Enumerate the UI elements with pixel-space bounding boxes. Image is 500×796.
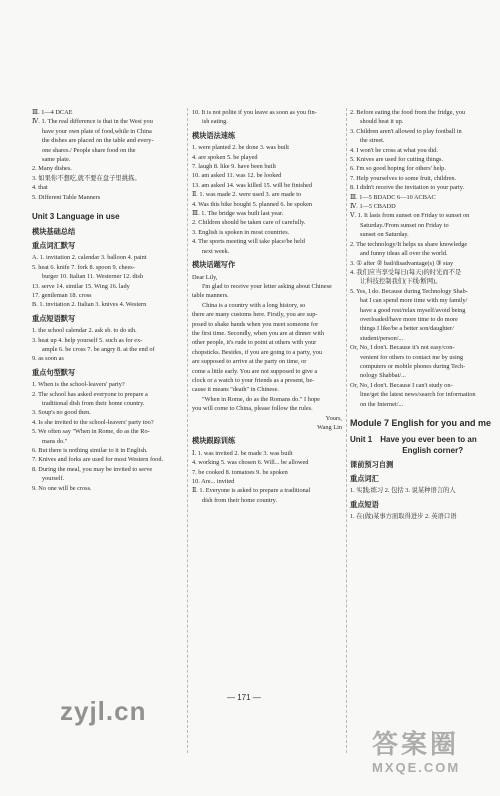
text-line: 8. During the meal, you may be invited to serve — [32, 465, 153, 473]
watermark-zyjl: zyjl.cn — [60, 696, 147, 726]
phrase-answers: 1. 在(做)某事方面取得进步 2. 英语口语 — [350, 513, 457, 521]
text-line: B. 1. invitation 2. Italian 3. knives 4. Western — [32, 301, 147, 309]
unit-label: Unit 1 — [350, 435, 373, 445]
text-line: Ⅲ. 1. The bridge was built last year. — [192, 210, 284, 218]
text-line: chopsticks. Besides, if you are going to a party, you — [192, 348, 323, 356]
column-right — [350, 108, 498, 521]
text-line: overloaded/have more time to do more — [360, 315, 458, 323]
text-line: 4. Was this bike bought 5. planned 6. be spoken — [192, 200, 313, 208]
text-line: A. 1. invitation 2. calendar 3. balloon 4. paint — [32, 254, 147, 262]
watermark-cn: 答案圈 — [372, 730, 460, 760]
text-line: there are many customs here. Firstly, you are sup- — [192, 311, 318, 319]
column-middle — [192, 108, 342, 505]
text-line: 13. am asked 14. was killed 15. will be finished — [192, 181, 312, 189]
text-line: 5. Yes, I do. Because during Technology Shab- — [350, 287, 468, 295]
text-line: Ⅲ. 1—5 BDADC 6—10 ACBAC — [350, 193, 436, 201]
text-line: 10. Are... invited — [192, 478, 235, 486]
text-line: table manners. — [192, 292, 229, 300]
text-line: bat I can spend more time with my family/ — [360, 297, 468, 305]
text-line: next week. — [202, 247, 230, 255]
text-line: one shares./ People share food on the — [42, 146, 136, 154]
text-line: 5. Knives are used for cutting things. — [350, 156, 444, 164]
text-line: Or, No, I don't. Because it's not easy/con- — [350, 344, 455, 352]
text-line: should heat it up. — [360, 118, 404, 126]
text-line: student/person/... — [360, 334, 404, 342]
text-line: line/get the latest news/search for information — [360, 391, 476, 399]
text-line: Saturday./From sunset on Friday to — [360, 221, 449, 229]
text-line: are supposed to arrive at the party on time, or — [192, 358, 307, 366]
text-line: 7. Help yourselves to some fruit, children. — [350, 174, 457, 182]
exercise-answers-top — [350, 108, 498, 409]
section-heading: 模块话题写作 — [192, 260, 236, 270]
watermark-en: MXQE.COM — [372, 760, 461, 775]
text-line: 8. I didn't receive the invitation to your party. — [350, 184, 465, 192]
text-line: 3. English is spoken in most countries. — [192, 228, 290, 236]
text-line: ish eating. — [202, 118, 228, 126]
text-line: sunset on Saturday. — [360, 231, 409, 239]
text-line: 9. No one will be cross. — [32, 484, 92, 492]
text-line: 4. that — [32, 184, 48, 192]
text-line: Ⅰ. 1. was invited 2. be made 3. was built — [192, 449, 293, 457]
text-line: come a little early. You are not supposed to give a — [192, 367, 318, 375]
text-line: mans do." — [42, 437, 68, 445]
text-line: and funny ideas all over the world. — [360, 250, 448, 258]
text-line: I'm glad to receive your letter asking about Chinese — [202, 282, 332, 290]
text-line: on the Internet/... — [360, 400, 404, 408]
text-line: 7. Knives and forks are used for most Western food. — [32, 456, 164, 464]
text-line: Ⅳ. 1—5 CBADD — [350, 203, 396, 211]
text-line: 4. working 5. was chosen 6. Will... be allowed — [192, 459, 309, 467]
text-line: 3. heat up 4. help yourself 5. such as for ex- — [32, 336, 143, 344]
unit-title-line: English corner? — [402, 446, 464, 456]
text-line: yourself. — [42, 475, 65, 483]
section-heading: 模块语法速练 — [192, 130, 236, 140]
column-left — [32, 108, 182, 493]
text-line: 让科技控制我们(下线/断网)。 — [360, 278, 442, 286]
text-line: 5. Different Table Manners — [32, 193, 101, 201]
column-divider — [346, 108, 348, 753]
phrase-answers — [32, 326, 182, 364]
grammar-answers — [192, 143, 342, 256]
subsection-heading: 重点句型默写 — [32, 367, 76, 377]
text-line: dish from their home country. — [202, 496, 277, 504]
vocab-answers — [32, 253, 182, 309]
text-line: 10. am asked 11. was 12. be looked — [192, 172, 282, 180]
text-line: things I like/be a better son/daughter/ — [360, 325, 454, 333]
text-line: traditional dish from their home country. — [42, 399, 145, 407]
text-line: Or, No, I don't. Because I can't study on- — [350, 381, 453, 389]
text-line: 3. Children aren't allowed to play football in — [350, 127, 462, 135]
text-line: Ⅱ. 1. was made 2. were used 3. are made to — [192, 191, 302, 199]
text-line: 2. The school has asked everyone to prepare a — [32, 390, 148, 398]
text-line: venient for others to contact me by using — [360, 353, 463, 361]
unit-heading — [350, 434, 498, 456]
text-line: computers or mobile phones during Tech- — [360, 362, 466, 370]
text-line: 2. Many dishes. — [32, 165, 72, 173]
text-line: 4. Is she invited to the school-leavers' party too? — [32, 418, 154, 426]
vocab-answers: 1. 实践;练习 2. 包括 3. 说某种语言的人 — [350, 487, 456, 495]
text-line: 5. heat 6. knife 7. fork 8. spoon 9. chees- — [32, 263, 135, 271]
text-line: China is a country with a long history, so — [202, 301, 306, 309]
section-heading: 课前预习自测 — [350, 460, 394, 470]
text-line: burger 10. Italian 11. Westerner 12. dish — [42, 273, 143, 281]
unit-title: Unit 3 Language in use — [32, 212, 120, 222]
text-line: have your own plate of food,while in China — [42, 127, 152, 135]
text-line: 3. ① after ② bad/disadvantage(s) ③ stay — [350, 259, 454, 267]
exercise-answers-top — [32, 108, 182, 202]
text-line: 3. Soup's no good then. — [32, 409, 91, 417]
tracking-answers — [192, 449, 342, 505]
section-heading: 模块跟踪训练 — [192, 436, 236, 446]
column-divider — [187, 108, 189, 753]
subsection-heading: 重点短语默写 — [32, 313, 76, 323]
text-line: 5. We often say "When in Rome, do as the Ro- — [32, 428, 150, 436]
subsection-heading: 重点词汇默写 — [32, 240, 76, 250]
text-line: the dishes are placed on the table and every- — [42, 137, 154, 145]
exercise-answers-top — [192, 108, 342, 127]
writing-letter — [192, 273, 342, 414]
unit-title-line: Have you ever been to an — [380, 435, 477, 445]
text-line: 1. When is the school-leavers' party? — [32, 381, 125, 389]
text-line: cause it means "death" in Chinese. — [192, 386, 279, 394]
text-line: 17. gentleman 18. cross — [32, 291, 92, 299]
text-line: Ⅲ. 1—4 DCAE — [32, 109, 73, 116]
text-line: posed to shake hands when you meet someone for — [192, 320, 319, 328]
text-line: Ⅱ. 1. Everyone is asked to prepare a traditional — [192, 487, 311, 495]
text-line: 1. were planted 2. be done 3. was built — [192, 144, 290, 152]
text-line: 9. as soon as — [32, 355, 64, 363]
text-line: 6. But there is nothing similar to it in English. — [32, 447, 148, 454]
text-line: 4. I won't be cross at what you did. — [350, 146, 438, 154]
letter-signature: Wang Lin — [317, 424, 342, 431]
subsection-heading: 重点短语 — [350, 499, 379, 509]
text-line: "When in Rome, do as the Romans do." I hope — [202, 395, 320, 403]
text-line: Ⅴ. 1. It lasts from sunset on Friday to sunset on — [350, 212, 470, 220]
text-line: 2. The technology/It helps us share knowledge — [350, 240, 468, 248]
text-line: same plate. — [42, 156, 71, 164]
text-line: 13. serve 14. similar 15. Wing 16. lady — [32, 282, 130, 290]
text-line: you will come to China, please follow the rules. — [192, 405, 313, 413]
text-line: the first time. Secondly, when you are at dinner with — [192, 329, 324, 337]
text-line: other people, it's rude to point at others with your — [192, 339, 317, 347]
text-line: have a good rest/relax myself/avoid being — [360, 306, 466, 314]
text-line: nology Shabbat/... — [360, 372, 406, 380]
text-line: 2. Children should be taken care of carefully. — [192, 219, 306, 227]
text-line: 7. be cooked 8. tomatoes 9. be spoken — [192, 468, 288, 476]
text-line: 6. I'm so good hoping for others' help. — [350, 165, 446, 173]
section-heading: 模块基础总结 — [32, 227, 76, 237]
text-line: 10. It is not polite if you leave as soon as you fin- — [192, 109, 317, 116]
text-line: 4. are spoken 5. be played — [192, 153, 258, 161]
watermark-mxqe — [372, 730, 492, 790]
text-line: Dear Lily, — [192, 273, 218, 281]
page-number: — 171 — — [227, 693, 261, 702]
letter-closing: Yours, — [325, 414, 342, 422]
module-title: Module 7 English for you and me — [350, 418, 492, 428]
sentence-answers — [32, 380, 182, 493]
subsection-heading: 重点词汇 — [350, 473, 379, 483]
text-line: Ⅳ. 1. The real difference is that in the West you — [32, 118, 153, 126]
text-line: 7. laugh 8. like 9. have been built — [192, 163, 276, 171]
text-line: 2. Before eating the food from the fridge, you — [350, 109, 466, 116]
text-line: clock or a watch to your friends as a present, be- — [192, 376, 315, 384]
text-line: 4. The sports meeting will take place/be held — [192, 238, 305, 246]
text-line: ample 6. be cross 7. be angry 8. at the end of — [42, 345, 155, 353]
text-line: 1. the school calendar 2. ask sb. to do sth. — [32, 327, 137, 335]
text-line: 3. 如果你不想吃,就不要在盘子里挑拣。 — [32, 174, 141, 182]
text-line: the street. — [360, 137, 385, 145]
text-line: 4. 我们应当享受每日(每天)的时光而不是 — [350, 268, 462, 276]
